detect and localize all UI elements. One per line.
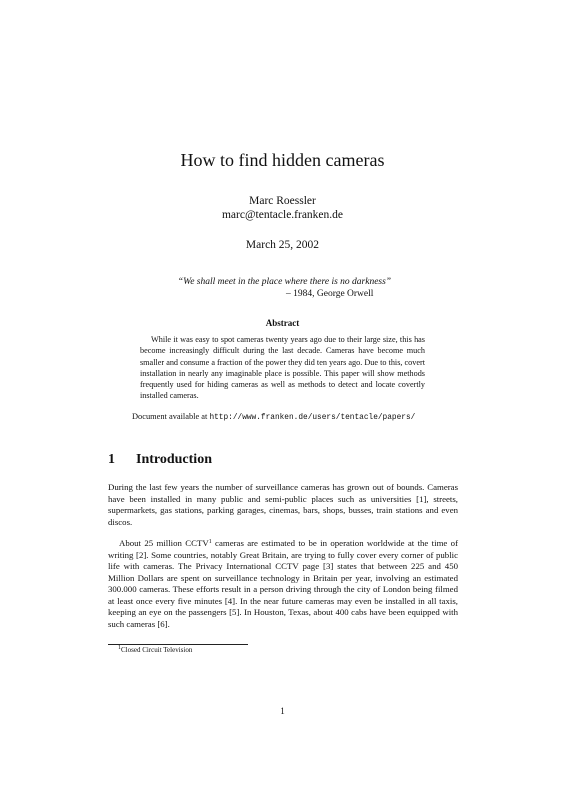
abstract-text: While it was easy to spot cameras twenty years ago due to their large size, this has become increasingly difficult during the last decade. Cameras have become much smaller and consume a fraction of the power they did ten years ago. Due to this, covert installation in nearly any imaginable place is possible. This paper will show methods frequently used for hiding cameras as well as methods to detect and locate covertly installed cameras. xyxy=(140,335,425,401)
abstract-heading: Abstract xyxy=(265,318,300,328)
footnote-marker: 1 xyxy=(208,539,212,545)
paragraph-2-start: About 25 million CCTV xyxy=(119,538,209,548)
footnote xyxy=(118,646,192,654)
availability-url[interactable]: http://www.franken.de/users/tentacle/papers/ xyxy=(209,414,416,422)
paragraph-2-rest: cameras are estimated to be in operation worldwide at the time of writing [2]. Some countries, notably Great Britain, are trying to fully cover every corner of public life with cameras. The Privacy International CCTV page [3] states that between 225 and 450 Million Dollars are spent on surveillance technology in Britain per year, involving an estimated 300.000 cameras. These efforts result in a person driving through the city of London being filmed at least once every five minutes [4]. In the near future cameras may even be installed in all taxis, keeping an eye on the passengers [5]. In Houston, Texas, about 400 cabs have been equipped with such cameras [6]. xyxy=(108,538,458,629)
epigraph-attribution: – 1984, George Orwell xyxy=(286,289,374,299)
author-block xyxy=(0,194,565,222)
author-name: Marc Roessler xyxy=(249,195,316,207)
section-title: Introduction xyxy=(136,452,212,467)
epigraph xyxy=(0,276,565,299)
author-email: marc@tentacle.franken.de xyxy=(221,209,344,221)
paper-date: March 25, 2002 xyxy=(245,239,320,251)
section-heading xyxy=(108,452,212,468)
paper-title: How to find hidden cameras xyxy=(180,150,385,170)
footnote-number: 1 xyxy=(118,645,121,651)
availability-line xyxy=(132,412,452,422)
availability-prefix: Document available at xyxy=(132,412,208,421)
footnote-rule xyxy=(108,644,248,645)
footnote-text: Closed Circuit Television xyxy=(121,646,193,654)
section-number: 1 xyxy=(108,452,115,467)
epigraph-quote: “We shall meet in the place where there is no darkness” xyxy=(177,277,392,287)
intro-paragraph-1: During the last few years the number of surveillance cameras has grown out of bounds. Cameras have been installed in many public and semi-public places such as universities [1], streets, supermarkets, gas stations, parking garages, cinemas, bars, shops, busses, train stations and even discos. xyxy=(108,482,458,527)
intro-paragraph-2 xyxy=(108,538,458,630)
page-number: 1 xyxy=(280,706,285,716)
